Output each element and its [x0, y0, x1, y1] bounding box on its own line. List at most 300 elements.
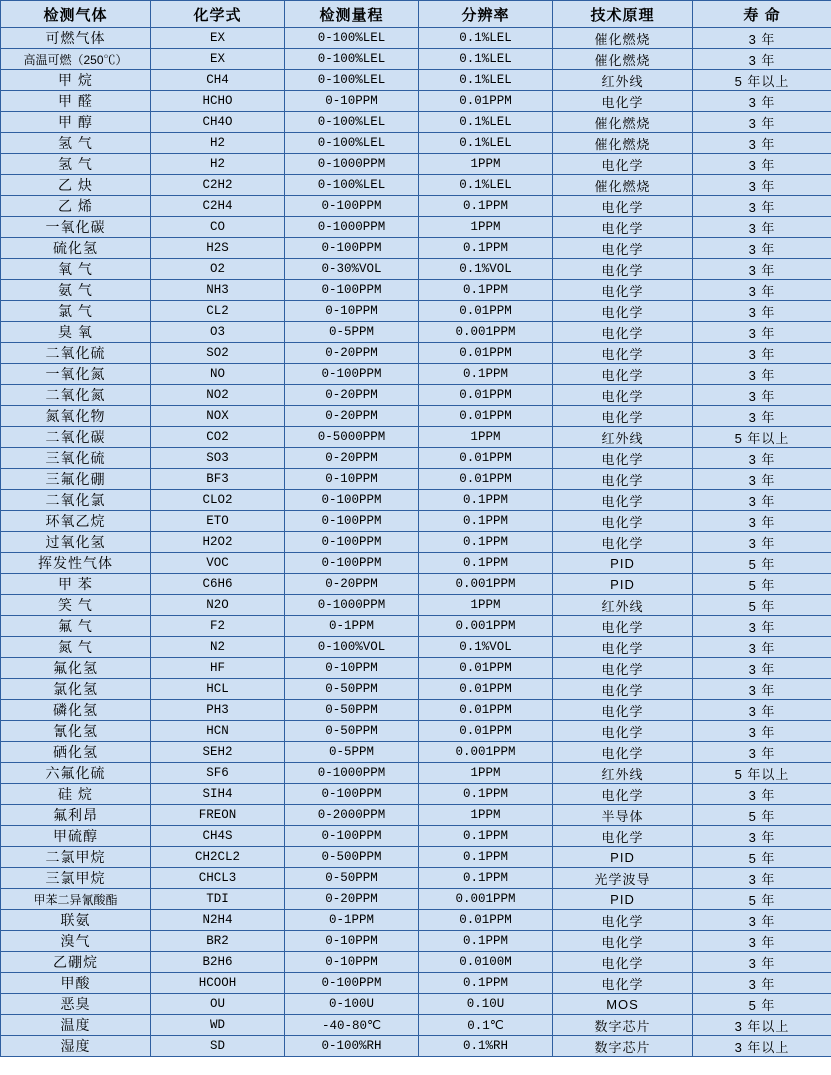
- cell-life: 5 年: [693, 805, 831, 826]
- cell-resolution: 0.1%VOL: [419, 637, 553, 658]
- cell-range: 0-20PPM: [285, 343, 419, 364]
- cell-principle: 电化学: [553, 280, 693, 301]
- cell-range: 0-100PPM: [285, 532, 419, 553]
- cell-name: 可燃气体: [1, 28, 151, 49]
- cell-formula: TDI: [151, 889, 285, 910]
- table-row: [1, 679, 831, 700]
- cell-formula: CO2: [151, 427, 285, 448]
- cell-life: 3 年: [693, 973, 831, 994]
- cell-life: 3 年: [693, 616, 831, 637]
- table-row: [1, 805, 831, 826]
- cell-formula: HCOOH: [151, 973, 285, 994]
- cell-life: 3 年: [693, 406, 831, 427]
- cell-formula: C6H6: [151, 574, 285, 595]
- cell-life: 3 年: [693, 511, 831, 532]
- cell-life: 3 年: [693, 868, 831, 889]
- cell-principle: 电化学: [553, 910, 693, 931]
- cell-range: 0-100%LEL: [285, 112, 419, 133]
- table-row: [1, 931, 831, 952]
- cell-life: 3 年: [693, 784, 831, 805]
- cell-resolution: 0.01PPM: [419, 679, 553, 700]
- table-row: [1, 847, 831, 868]
- header-detection-range: 检测量程: [285, 1, 419, 28]
- cell-range: 0-100PPM: [285, 196, 419, 217]
- cell-formula: BR2: [151, 931, 285, 952]
- cell-principle: 电化学: [553, 679, 693, 700]
- cell-formula: HCL: [151, 679, 285, 700]
- cell-principle: 电化学: [553, 931, 693, 952]
- cell-life: 3 年以上: [693, 1015, 831, 1036]
- cell-name: 乙 烯: [1, 196, 151, 217]
- cell-life: 3 年: [693, 301, 831, 322]
- cell-resolution: 0.001PPM: [419, 889, 553, 910]
- cell-resolution: 0.1PPM: [419, 238, 553, 259]
- cell-life: 5 年以上: [693, 70, 831, 91]
- cell-principle: 电化学: [553, 343, 693, 364]
- cell-formula: EX: [151, 28, 285, 49]
- table-row: [1, 574, 831, 595]
- cell-formula: CO: [151, 217, 285, 238]
- cell-principle: 催化燃烧: [553, 49, 693, 70]
- cell-formula: HF: [151, 658, 285, 679]
- cell-principle: 电化学: [553, 238, 693, 259]
- table-body: [1, 28, 831, 1057]
- cell-range: 0-20PPM: [285, 574, 419, 595]
- cell-resolution: 0.001PPM: [419, 322, 553, 343]
- cell-range: 0-50PPM: [285, 721, 419, 742]
- cell-name: 一氧化氮: [1, 364, 151, 385]
- table-row: [1, 112, 831, 133]
- cell-life: 3 年: [693, 259, 831, 280]
- header-lifetime: 寿 命: [693, 1, 831, 28]
- cell-life: 3 年: [693, 91, 831, 112]
- table-row: [1, 763, 831, 784]
- cell-resolution: 0.01PPM: [419, 910, 553, 931]
- cell-formula: SF6: [151, 763, 285, 784]
- cell-formula: CHCL3: [151, 868, 285, 889]
- cell-life: 3 年: [693, 637, 831, 658]
- cell-principle: 电化学: [553, 154, 693, 175]
- cell-resolution: 0.01PPM: [419, 91, 553, 112]
- cell-principle: 电化学: [553, 700, 693, 721]
- cell-resolution: 1PPM: [419, 217, 553, 238]
- cell-resolution: 0.1PPM: [419, 826, 553, 847]
- cell-formula: B2H6: [151, 952, 285, 973]
- cell-life: 5 年: [693, 889, 831, 910]
- cell-range: 0-10PPM: [285, 931, 419, 952]
- table-row: [1, 91, 831, 112]
- cell-principle: 电化学: [553, 490, 693, 511]
- cell-resolution: 0.0100M: [419, 952, 553, 973]
- cell-resolution: 0.1PPM: [419, 511, 553, 532]
- cell-principle: MOS: [553, 994, 693, 1015]
- cell-range: 0-100PPM: [285, 553, 419, 574]
- cell-name: 恶臭: [1, 994, 151, 1015]
- cell-range: 0-10PPM: [285, 301, 419, 322]
- cell-life: 5 年: [693, 847, 831, 868]
- table-row: [1, 70, 831, 91]
- cell-range: 0-100%RH: [285, 1036, 419, 1057]
- cell-resolution: 0.1%LEL: [419, 175, 553, 196]
- cell-formula: FREON: [151, 805, 285, 826]
- cell-range: 0-10PPM: [285, 952, 419, 973]
- header-gas-name: 检测气体: [1, 1, 151, 28]
- cell-life: 3 年: [693, 154, 831, 175]
- cell-range: 0-1000PPM: [285, 154, 419, 175]
- cell-name: 甲苯二异氰酸酯: [1, 889, 151, 910]
- cell-formula: EX: [151, 49, 285, 70]
- table-row: [1, 553, 831, 574]
- cell-formula: H2O2: [151, 532, 285, 553]
- cell-range: 0-5PPM: [285, 322, 419, 343]
- table-row: [1, 1015, 831, 1036]
- cell-resolution: 0.001PPM: [419, 574, 553, 595]
- cell-principle: 红外线: [553, 427, 693, 448]
- table-row: [1, 490, 831, 511]
- table-row: [1, 406, 831, 427]
- cell-life: 3 年: [693, 490, 831, 511]
- table-row: [1, 595, 831, 616]
- cell-name: 三氟化硼: [1, 469, 151, 490]
- cell-name: 过氧化氢: [1, 532, 151, 553]
- cell-life: 3 年: [693, 280, 831, 301]
- table-row: [1, 469, 831, 490]
- table-row: [1, 616, 831, 637]
- table-row: [1, 826, 831, 847]
- cell-resolution: 0.001PPM: [419, 742, 553, 763]
- table-row: [1, 154, 831, 175]
- cell-life: 3 年: [693, 385, 831, 406]
- cell-name: 氯 气: [1, 301, 151, 322]
- cell-name: 二氧化氯: [1, 490, 151, 511]
- cell-name: 氰化氢: [1, 721, 151, 742]
- cell-name: 硅 烷: [1, 784, 151, 805]
- cell-range: 0-100U: [285, 994, 419, 1015]
- cell-name: 笑 气: [1, 595, 151, 616]
- cell-name: 二氧化碳: [1, 427, 151, 448]
- table-row: [1, 511, 831, 532]
- cell-resolution: 0.1PPM: [419, 553, 553, 574]
- cell-principle: 催化燃烧: [553, 133, 693, 154]
- cell-resolution: 0.1%LEL: [419, 28, 553, 49]
- cell-range: 0-100PPM: [285, 784, 419, 805]
- cell-resolution: 0.01PPM: [419, 301, 553, 322]
- cell-range: 0-100PPM: [285, 826, 419, 847]
- cell-resolution: 0.1%LEL: [419, 133, 553, 154]
- cell-resolution: 0.1PPM: [419, 196, 553, 217]
- cell-life: 3 年: [693, 910, 831, 931]
- cell-principle: PID: [553, 574, 693, 595]
- table-row: [1, 1036, 831, 1057]
- cell-name: 六氟化硫: [1, 763, 151, 784]
- table-row: [1, 994, 831, 1015]
- table-row: [1, 364, 831, 385]
- cell-life: 5 年: [693, 574, 831, 595]
- cell-name: 温度: [1, 1015, 151, 1036]
- table-row: [1, 889, 831, 910]
- table-row: [1, 343, 831, 364]
- cell-principle: 数字芯片: [553, 1015, 693, 1036]
- cell-formula: SO3: [151, 448, 285, 469]
- cell-principle: 电化学: [553, 448, 693, 469]
- cell-range: 0-50PPM: [285, 700, 419, 721]
- cell-principle: 电化学: [553, 322, 693, 343]
- cell-life: 3 年: [693, 721, 831, 742]
- cell-resolution: 0.01PPM: [419, 721, 553, 742]
- cell-name: 二氧化氮: [1, 385, 151, 406]
- cell-life: 3 年: [693, 196, 831, 217]
- cell-formula: NH3: [151, 280, 285, 301]
- cell-formula: SIH4: [151, 784, 285, 805]
- cell-name: 二氯甲烷: [1, 847, 151, 868]
- table-row: [1, 868, 831, 889]
- cell-formula: SO2: [151, 343, 285, 364]
- cell-name: 环氧乙烷: [1, 511, 151, 532]
- cell-resolution: 0.1PPM: [419, 847, 553, 868]
- cell-principle: 电化学: [553, 364, 693, 385]
- cell-principle: PID: [553, 889, 693, 910]
- cell-principle: 红外线: [553, 70, 693, 91]
- cell-range: 0-20PPM: [285, 385, 419, 406]
- cell-principle: 电化学: [553, 259, 693, 280]
- cell-range: 0-1000PPM: [285, 595, 419, 616]
- cell-resolution: 1PPM: [419, 763, 553, 784]
- cell-name: 氢 气: [1, 154, 151, 175]
- cell-name: 磷化氢: [1, 700, 151, 721]
- table-row: [1, 385, 831, 406]
- cell-formula: HCN: [151, 721, 285, 742]
- cell-formula: NO2: [151, 385, 285, 406]
- cell-resolution: 0.1%VOL: [419, 259, 553, 280]
- cell-life: 3 年: [693, 343, 831, 364]
- cell-range: 0-20PPM: [285, 448, 419, 469]
- cell-life: 5 年以上: [693, 763, 831, 784]
- table-row: [1, 658, 831, 679]
- cell-life: 3 年: [693, 238, 831, 259]
- cell-resolution: 0.1%RH: [419, 1036, 553, 1057]
- table-row: [1, 721, 831, 742]
- cell-resolution: 0.01PPM: [419, 700, 553, 721]
- cell-resolution: 0.01PPM: [419, 448, 553, 469]
- cell-resolution: 0.1℃: [419, 1015, 553, 1036]
- cell-range: 0-50PPM: [285, 679, 419, 700]
- cell-resolution: 1PPM: [419, 154, 553, 175]
- cell-name: 甲 醛: [1, 91, 151, 112]
- cell-range: 0-100%VOL: [285, 637, 419, 658]
- cell-resolution: 0.01PPM: [419, 343, 553, 364]
- cell-formula: F2: [151, 616, 285, 637]
- header-technical-principle: 技术原理: [553, 1, 693, 28]
- cell-resolution: 0.1PPM: [419, 784, 553, 805]
- cell-life: 5 年: [693, 994, 831, 1015]
- cell-range: 0-1000PPM: [285, 217, 419, 238]
- cell-range: 0-100%LEL: [285, 28, 419, 49]
- cell-formula: BF3: [151, 469, 285, 490]
- table-row: [1, 175, 831, 196]
- cell-name: 氧 气: [1, 259, 151, 280]
- table-row: [1, 784, 831, 805]
- cell-resolution: 0.001PPM: [419, 616, 553, 637]
- header-resolution: 分辨率: [419, 1, 553, 28]
- cell-name: 甲 苯: [1, 574, 151, 595]
- cell-principle: 电化学: [553, 721, 693, 742]
- cell-principle: 电化学: [553, 406, 693, 427]
- cell-resolution: 0.1PPM: [419, 931, 553, 952]
- cell-life: 3 年: [693, 448, 831, 469]
- cell-name: 三氧化硫: [1, 448, 151, 469]
- table-row: [1, 637, 831, 658]
- cell-range: 0-100%LEL: [285, 49, 419, 70]
- cell-principle: PID: [553, 847, 693, 868]
- cell-formula: CL2: [151, 301, 285, 322]
- cell-life: 3 年以上: [693, 1036, 831, 1057]
- cell-range: 0-10PPM: [285, 658, 419, 679]
- cell-life: 3 年: [693, 700, 831, 721]
- cell-name: 湿度: [1, 1036, 151, 1057]
- cell-principle: 催化燃烧: [553, 112, 693, 133]
- cell-principle: 数字芯片: [553, 1036, 693, 1057]
- cell-name: 氮 气: [1, 637, 151, 658]
- cell-range: 0-30%VOL: [285, 259, 419, 280]
- cell-life: 3 年: [693, 826, 831, 847]
- cell-principle: 催化燃烧: [553, 28, 693, 49]
- cell-principle: 电化学: [553, 637, 693, 658]
- table-row: [1, 448, 831, 469]
- cell-formula: N2: [151, 637, 285, 658]
- cell-principle: 电化学: [553, 973, 693, 994]
- cell-range: 0-100%LEL: [285, 133, 419, 154]
- table-row: [1, 973, 831, 994]
- cell-range: 0-1000PPM: [285, 763, 419, 784]
- cell-name: 一氧化碳: [1, 217, 151, 238]
- cell-range: 0-50PPM: [285, 868, 419, 889]
- cell-principle: 红外线: [553, 595, 693, 616]
- cell-resolution: 0.1PPM: [419, 868, 553, 889]
- cell-name: 溴气: [1, 931, 151, 952]
- table-row: [1, 952, 831, 973]
- table-row: [1, 238, 831, 259]
- cell-formula: CH4O: [151, 112, 285, 133]
- cell-principle: 电化学: [553, 217, 693, 238]
- cell-formula: C2H4: [151, 196, 285, 217]
- cell-name: 臭 氧: [1, 322, 151, 343]
- cell-range: 0-20PPM: [285, 889, 419, 910]
- cell-life: 3 年: [693, 952, 831, 973]
- cell-resolution: 1PPM: [419, 427, 553, 448]
- cell-life: 5 年: [693, 553, 831, 574]
- cell-name: 氟 气: [1, 616, 151, 637]
- cell-life: 3 年: [693, 133, 831, 154]
- cell-resolution: 0.01PPM: [419, 406, 553, 427]
- cell-principle: 电化学: [553, 301, 693, 322]
- cell-range: 0-100PPM: [285, 280, 419, 301]
- cell-name: 氟化氢: [1, 658, 151, 679]
- cell-resolution: 0.1PPM: [419, 490, 553, 511]
- cell-range: 0-1PPM: [285, 910, 419, 931]
- cell-resolution: 1PPM: [419, 595, 553, 616]
- cell-range: 0-2000PPM: [285, 805, 419, 826]
- cell-formula: C2H2: [151, 175, 285, 196]
- cell-life: 3 年: [693, 742, 831, 763]
- cell-principle: 电化学: [553, 532, 693, 553]
- cell-resolution: 0.1%LEL: [419, 70, 553, 91]
- cell-formula: SD: [151, 1036, 285, 1057]
- cell-range: 0-100PPM: [285, 364, 419, 385]
- cell-name: 甲硫醇: [1, 826, 151, 847]
- cell-formula: CH2CL2: [151, 847, 285, 868]
- cell-life: 3 年: [693, 532, 831, 553]
- cell-principle: 红外线: [553, 763, 693, 784]
- table-row: [1, 742, 831, 763]
- cell-principle: 电化学: [553, 658, 693, 679]
- cell-range: -40-80℃: [285, 1015, 419, 1036]
- cell-resolution: 0.1%LEL: [419, 112, 553, 133]
- cell-formula: O3: [151, 322, 285, 343]
- cell-formula: CLO2: [151, 490, 285, 511]
- cell-range: 0-5PPM: [285, 742, 419, 763]
- cell-life: 3 年: [693, 175, 831, 196]
- cell-formula: OU: [151, 994, 285, 1015]
- cell-principle: 电化学: [553, 784, 693, 805]
- cell-resolution: 0.1PPM: [419, 364, 553, 385]
- cell-formula: HCHO: [151, 91, 285, 112]
- cell-resolution: 0.1PPM: [419, 973, 553, 994]
- cell-name: 氯化氢: [1, 679, 151, 700]
- cell-resolution: 0.01PPM: [419, 385, 553, 406]
- cell-formula: ETO: [151, 511, 285, 532]
- cell-principle: 电化学: [553, 952, 693, 973]
- table-row: [1, 196, 831, 217]
- cell-formula: H2S: [151, 238, 285, 259]
- cell-range: 0-500PPM: [285, 847, 419, 868]
- cell-name: 高温可燃（250℃）: [1, 49, 151, 70]
- table-row: [1, 49, 831, 70]
- cell-life: 3 年: [693, 217, 831, 238]
- cell-range: 0-100PPM: [285, 238, 419, 259]
- cell-name: 氨 气: [1, 280, 151, 301]
- cell-life: 3 年: [693, 679, 831, 700]
- table-row: [1, 133, 831, 154]
- table-row: [1, 301, 831, 322]
- cell-resolution: 0.10U: [419, 994, 553, 1015]
- cell-name: 硒化氢: [1, 742, 151, 763]
- cell-range: 0-20PPM: [285, 406, 419, 427]
- cell-name: 乙硼烷: [1, 952, 151, 973]
- table-header-row: [1, 1, 831, 28]
- cell-principle: 电化学: [553, 742, 693, 763]
- table-row: [1, 217, 831, 238]
- cell-name: 氮氧化物: [1, 406, 151, 427]
- cell-formula: H2: [151, 133, 285, 154]
- cell-resolution: 1PPM: [419, 805, 553, 826]
- cell-name: 甲 烷: [1, 70, 151, 91]
- cell-principle: 电化学: [553, 196, 693, 217]
- cell-range: 0-100PPM: [285, 511, 419, 532]
- cell-range: 0-100PPM: [285, 490, 419, 511]
- header-chemical-formula: 化学式: [151, 1, 285, 28]
- cell-formula: CH4: [151, 70, 285, 91]
- cell-life: 5 年以上: [693, 427, 831, 448]
- cell-name: 二氧化硫: [1, 343, 151, 364]
- cell-name: 联氨: [1, 910, 151, 931]
- cell-formula: NOX: [151, 406, 285, 427]
- cell-range: 0-100PPM: [285, 973, 419, 994]
- cell-formula: H2: [151, 154, 285, 175]
- cell-formula: CH4S: [151, 826, 285, 847]
- cell-formula: PH3: [151, 700, 285, 721]
- cell-principle: 催化燃烧: [553, 175, 693, 196]
- cell-formula: NO: [151, 364, 285, 385]
